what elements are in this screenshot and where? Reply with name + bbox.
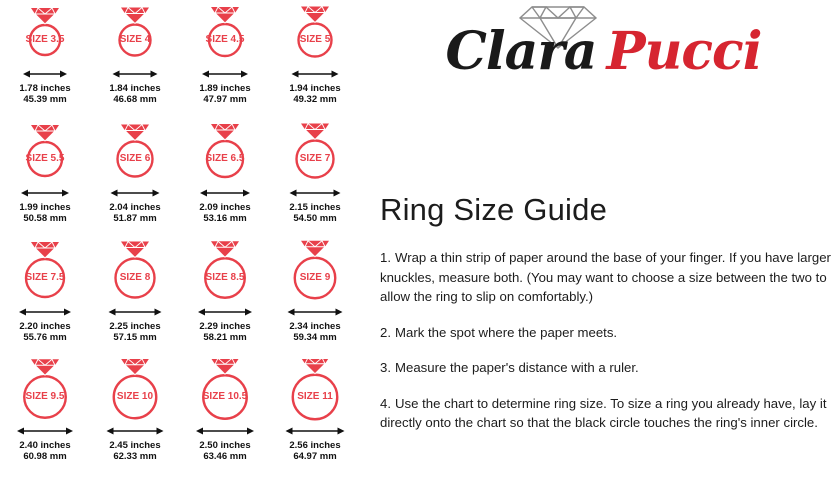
page-title: Ring Size Guide <box>380 192 608 227</box>
ring-size-cell[interactable] <box>0 238 90 357</box>
brand-word-one: Clara <box>445 21 597 82</box>
diameter-arrow-icon <box>98 67 172 81</box>
ring-illustration <box>278 359 352 423</box>
ring-inches-value: 2.50 inches <box>199 440 251 451</box>
guide-steps <box>380 248 832 449</box>
ring-size-label: SIZE 9 <box>299 272 331 283</box>
ring-illustration <box>188 121 262 185</box>
ring-inches-value: 2.09 inches <box>199 202 251 213</box>
guide-step-text: Use the chart to determine ring size. To size a ring you already have, lay it directly onto the chart so that the black circle touches the ring's inner circle. <box>380 395 827 430</box>
guide-step-number: 1. <box>380 250 391 265</box>
ring-mm-value: 54.50 mm <box>293 213 337 224</box>
guide-step-text: Wrap a thin strip of paper around the base of your finger. If you have larger knuckles, measure both. (You may want to choose a size between the two to allow the ring to slip on comfortably.) <box>380 250 831 304</box>
guide-step <box>380 323 832 343</box>
ring-measurements <box>199 83 250 105</box>
ring-size-cell[interactable] <box>0 357 90 476</box>
ring-size-cell[interactable] <box>90 119 180 238</box>
ring-mm-value: 46.68 mm <box>113 94 157 105</box>
ring-measurements <box>109 321 160 343</box>
ring-mm-value: 63.46 mm <box>203 451 247 462</box>
ring-mm-value: 64.97 mm <box>293 451 337 462</box>
guide-step-text: Mark the spot where the paper meets. <box>395 324 618 340</box>
diameter-arrow-icon <box>8 67 82 81</box>
diameter-arrow-icon <box>278 424 352 438</box>
ring-inches-value: 2.40 inches <box>19 440 71 451</box>
ring-inches-value: 2.15 inches <box>289 202 341 213</box>
brand-logo <box>368 0 839 108</box>
ring-size-cell[interactable] <box>90 357 180 476</box>
ring-mm-value: 47.97 mm <box>203 94 247 105</box>
ring-illustration <box>278 2 352 66</box>
ring-measurements <box>109 83 160 105</box>
ring-illustration <box>8 359 82 423</box>
ring-size-cell[interactable] <box>180 0 270 119</box>
ring-measurements <box>109 440 160 462</box>
ring-size-label: SIZE 4 <box>119 34 151 45</box>
ring-mm-value: 58.21 mm <box>203 332 247 343</box>
ring-measurements <box>289 440 340 462</box>
ring-measurements <box>199 321 250 343</box>
ring-illustration <box>8 121 82 185</box>
ring-illustration <box>98 240 172 304</box>
ring-mm-value: 62.33 mm <box>113 451 157 462</box>
ring-size-label: SIZE 5.5 <box>25 153 65 164</box>
diameter-arrow-icon <box>188 186 262 200</box>
ring-size-label: SIZE 10.5 <box>202 391 248 402</box>
ring-measurements <box>199 440 250 462</box>
ring-measurements <box>289 202 340 224</box>
ring-illustration <box>278 121 352 185</box>
ring-measurements <box>19 440 70 462</box>
ring-size-label: SIZE 4.5 <box>205 34 245 45</box>
ring-illustration <box>8 2 82 66</box>
diameter-arrow-icon <box>98 186 172 200</box>
ring-illustration <box>278 240 352 304</box>
ring-illustration <box>8 240 82 304</box>
ring-size-cell[interactable] <box>270 238 360 357</box>
ring-mm-value: 57.15 mm <box>113 332 157 343</box>
ring-inches-value: 2.04 inches <box>109 202 161 213</box>
ring-size-cell[interactable] <box>0 119 90 238</box>
ring-size-label: SIZE 11 <box>297 391 333 402</box>
guide-step <box>380 394 832 433</box>
guide-step <box>380 248 832 307</box>
ring-size-cell[interactable] <box>270 0 360 119</box>
diameter-arrow-icon <box>278 67 352 81</box>
diameter-arrow-icon <box>8 186 82 200</box>
ring-illustration <box>188 359 262 423</box>
ring-size-cell[interactable] <box>0 0 90 119</box>
ring-inches-value: 2.45 inches <box>109 440 161 451</box>
diameter-arrow-icon <box>188 424 262 438</box>
ring-size-label: SIZE 6.5 <box>205 153 245 164</box>
diameter-arrow-icon <box>188 305 262 319</box>
ring-inches-value: 1.78 inches <box>19 83 71 94</box>
ring-size-cell[interactable] <box>270 357 360 476</box>
ring-size-chart <box>0 0 360 501</box>
guide-step-text: Measure the paper's distance with a ruler. <box>395 360 639 375</box>
ring-measurements <box>289 83 340 105</box>
ring-size-cell[interactable] <box>270 119 360 238</box>
guide-step-number: 3. <box>380 360 391 375</box>
ring-size-label: SIZE 5 <box>299 34 331 45</box>
ring-inches-value: 2.34 inches <box>289 321 341 332</box>
ring-mm-value: 59.34 mm <box>293 332 337 343</box>
brand-wordmark <box>368 22 839 82</box>
ring-measurements <box>19 83 70 105</box>
ring-size-cell[interactable] <box>180 357 270 476</box>
diameter-arrow-icon <box>98 305 172 319</box>
diameter-arrow-icon <box>8 424 82 438</box>
ring-illustration <box>188 2 262 66</box>
diameter-arrow-icon <box>188 67 262 81</box>
ring-mm-value: 49.32 mm <box>293 94 337 105</box>
brand-word-two: Pucci <box>606 21 762 82</box>
ring-size-cell[interactable] <box>180 238 270 357</box>
ring-mm-value: 45.39 mm <box>23 94 67 105</box>
ring-illustration <box>98 359 172 423</box>
ring-illustration <box>98 2 172 66</box>
ring-measurements <box>109 202 160 224</box>
ring-size-label: SIZE 7 <box>299 153 331 164</box>
ring-measurements <box>289 321 340 343</box>
ring-size-grid <box>0 0 360 476</box>
ring-inches-value: 2.56 inches <box>289 440 341 451</box>
ring-size-label: SIZE 3.5 <box>25 34 65 45</box>
ring-size-cell[interactable] <box>180 119 270 238</box>
ring-inches-value: 1.89 inches <box>199 83 251 94</box>
ring-size-label: SIZE 6 <box>119 153 151 164</box>
ring-mm-value: 51.87 mm <box>113 213 157 224</box>
ring-size-label: SIZE 8 <box>119 272 151 283</box>
ring-inches-value: 2.20 inches <box>19 321 71 332</box>
guide-step-number: 4. <box>380 395 391 411</box>
ring-inches-value: 1.84 inches <box>109 83 161 94</box>
ring-inches-value: 2.25 inches <box>109 321 161 332</box>
ring-mm-value: 60.98 mm <box>23 451 67 462</box>
ring-measurements <box>199 202 250 224</box>
ring-mm-value: 55.76 mm <box>23 332 67 343</box>
diameter-arrow-icon <box>8 305 82 319</box>
ring-size-label: SIZE 10 <box>116 391 154 402</box>
ring-illustration <box>98 121 172 185</box>
ring-size-label: SIZE 8.5 <box>205 272 245 283</box>
guide-step <box>380 358 832 378</box>
diameter-arrow-icon <box>278 186 352 200</box>
ring-size-label: SIZE 9.5 <box>25 391 65 402</box>
ring-mm-value: 53.16 mm <box>203 213 247 224</box>
ring-inches-value: 1.94 inches <box>289 83 341 94</box>
ring-measurements <box>19 321 70 343</box>
ring-size-label: SIZE 7.5 <box>25 272 65 283</box>
guide-panel <box>368 0 839 501</box>
ring-measurements <box>19 202 70 224</box>
diameter-arrow-icon <box>98 424 172 438</box>
ring-size-cell[interactable] <box>90 0 180 119</box>
ring-inches-value: 1.99 inches <box>19 202 71 213</box>
diameter-arrow-icon <box>278 305 352 319</box>
ring-mm-value: 50.58 mm <box>23 213 67 224</box>
ring-inches-value: 2.29 inches <box>199 321 251 332</box>
ring-size-cell[interactable] <box>90 238 180 357</box>
guide-step-number: 2. <box>380 324 391 340</box>
ring-illustration <box>188 240 262 304</box>
